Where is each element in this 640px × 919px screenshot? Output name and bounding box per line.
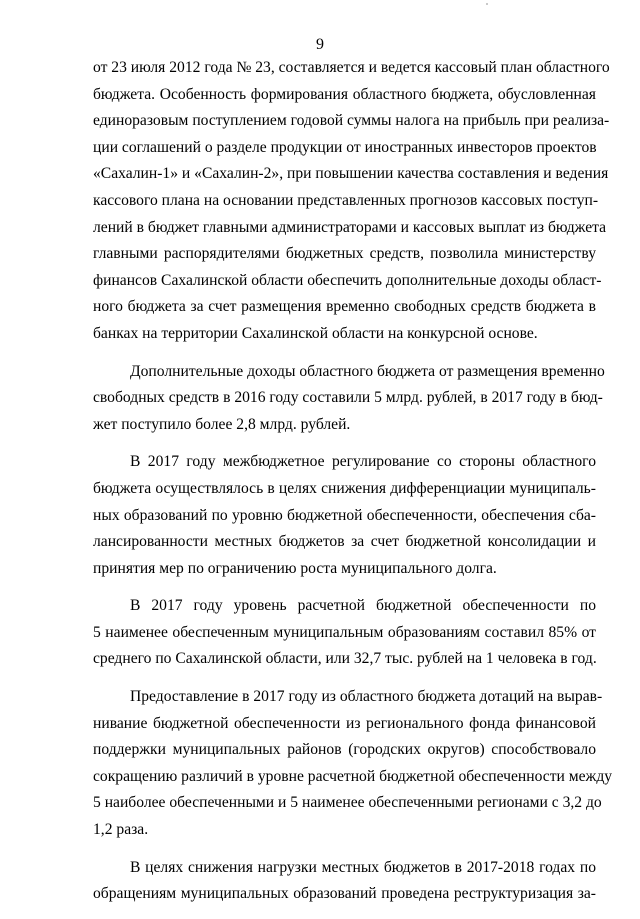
paragraph xyxy=(93,593,596,673)
paragraph xyxy=(93,359,605,439)
page-number: 9 xyxy=(316,36,324,53)
text-line: ции соглашений о разделе продукции от иностранных инвесторов проектов xyxy=(93,138,597,156)
text-line: ного бюджета за счет размещения временно свободных средств бюджета в xyxy=(93,298,596,316)
body-text xyxy=(93,55,613,919)
text-line: бюджета. Особенность формирования областного бюджета, обусловленная xyxy=(93,85,596,103)
text-line: сокращению различий в уровне расчетной бюджетной обеспеченности между xyxy=(93,767,613,785)
text-line: нивание бюджетной обеспеченности из регионального фонда финансовой xyxy=(93,714,596,732)
text-line: среднего по Сахалинской области, или 32,7 тыс. рублей на 1 человека в год. xyxy=(93,650,597,668)
text-line: «Сахалин-1» и «Сахалин-2», при повышении качества составления и ведения xyxy=(93,165,609,183)
text-line: принятия мер по ограничению роста муниципального долга. xyxy=(93,559,497,577)
scan-speck xyxy=(486,3,488,5)
text-line: обращениям муниципальных образований проведена реструктуризация за- xyxy=(93,885,596,903)
text-line: поддержки муниципальных районов (городских округов) способствовало xyxy=(93,741,596,759)
text-line: лений в бюджет главными администраторами и кассовых выплат из бюджета xyxy=(93,218,607,236)
text-line: бюджета осуществлялось в целях снижения дифференциации муниципаль- xyxy=(93,479,596,497)
text-line: В 2017 году межбюджетное регулирование со стороны областного xyxy=(130,453,596,471)
text-line: главными распорядителями бюджетных средств, позволила министерству xyxy=(93,245,596,263)
text-line: 1,2 раза. xyxy=(93,821,149,839)
text-line: ных образований по уровню бюджетной обеспеченности, обеспечения сба- xyxy=(93,506,596,524)
text-line: Дополнительные доходы областного бюджета от размещения временно xyxy=(130,362,605,380)
text-line: 5 наиболее обеспеченными и 5 наименее обеспеченными регионами с 3,2 до xyxy=(93,794,602,812)
text-line: финансов Сахалинской области обеспечить дополнительные доходы област- xyxy=(93,271,602,289)
text-line: В целях снижения нагрузки местных бюджетов в 2017-2018 годах по xyxy=(130,858,596,876)
paragraph xyxy=(93,55,610,348)
text-line: Предоставление в 2017 году из областного бюджета дотаций на вырав- xyxy=(130,688,603,706)
text-line: жет поступило более 2,8 млрд. рублей. xyxy=(93,415,351,433)
paragraph xyxy=(93,855,596,908)
paragraph xyxy=(93,684,613,844)
text-line: кассового плана на основании представленных прогнозов кассовых поступ- xyxy=(93,191,599,209)
text-line: свободных средств в 2016 году составили 5 млрд. рублей, в 2017 году в бюд- xyxy=(93,389,603,407)
text-line: от 23 июля 2012 года № 23, составляется и ведется кассовый план областного xyxy=(93,59,610,76)
paragraph xyxy=(93,449,596,582)
text-line: В 2017 году уровень расчетной бюджетной обеспеченности по xyxy=(130,597,596,615)
text-line: 5 наименее обеспеченным муниципальным образованиям составил 85% от xyxy=(93,623,596,641)
text-line: лансированности местных бюджетов за счет бюджетной консолидации и xyxy=(93,533,596,551)
text-line: банках на территории Сахалинской области на конкурсной основе. xyxy=(93,324,538,342)
text-line: единоразовым поступлением годовой суммы налога на прибыль при реализа- xyxy=(93,112,610,130)
